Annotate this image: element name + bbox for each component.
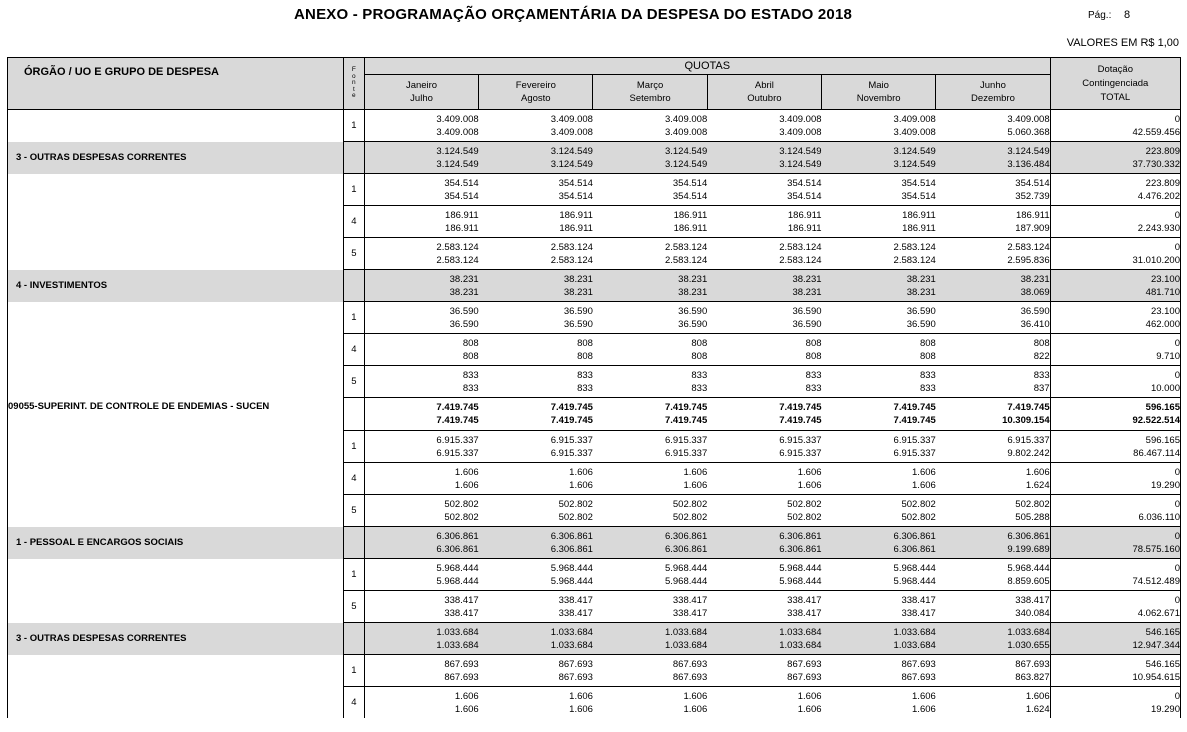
month-value-cell: 38.231 38.231 xyxy=(822,270,936,302)
month-value-cell: 7.419.745 7.419.745 xyxy=(479,398,593,431)
currency-note: VALORES EM R$ 1,00 xyxy=(1066,37,1179,49)
month-value-cell: 867.693 867.693 xyxy=(822,655,936,687)
month-value-cell: 5.968.444 5.968.444 xyxy=(364,559,478,591)
month-value-cell: 1.606 1.606 xyxy=(364,687,478,719)
month-value-cell: 38.231 38.231 xyxy=(593,270,707,302)
month-value-cell: 6.915.337 6.915.337 xyxy=(593,431,707,463)
month-value-cell: 38.231 38.231 xyxy=(707,270,821,302)
month-value-cell: 38.231 38.231 xyxy=(479,270,593,302)
month-value-cell: 808 808 xyxy=(479,334,593,366)
month-value-cell: 1.033.684 1.030.655 xyxy=(936,623,1050,655)
fonte-row xyxy=(8,687,1181,719)
month-value-cell: 1.033.684 1.033.684 xyxy=(593,623,707,655)
month-value-cell: 3.409.008 3.409.008 xyxy=(593,110,707,142)
month-value-cell: 1.606 1.624 xyxy=(936,687,1050,719)
fonte-cell: 1 xyxy=(343,559,364,591)
total-cell: 596.165 86.467.114 xyxy=(1050,431,1180,463)
month-value-cell: 808 808 xyxy=(707,334,821,366)
month-value-cell: 6.306.861 9.199.689 xyxy=(936,527,1050,559)
column-header-quotas: QUOTAS xyxy=(364,58,1050,75)
month-value-cell: 6.306.861 6.306.861 xyxy=(707,527,821,559)
month-value-cell: 3.124.549 3.124.549 xyxy=(479,142,593,174)
fonte-cell: 5 xyxy=(343,495,364,527)
fonte-cell: 1 xyxy=(343,174,364,206)
organ-row xyxy=(8,398,1181,431)
fonte-cell: 4 xyxy=(343,463,364,495)
total-cell: 596.165 92.522.514 xyxy=(1050,398,1180,431)
month-value-cell: 3.409.008 3.409.008 xyxy=(707,110,821,142)
month-value-cell: 186.911 186.911 xyxy=(707,206,821,238)
fonte-row xyxy=(8,302,1181,334)
fonte-cell: 4 xyxy=(343,206,364,238)
month-value-cell: 6.915.337 9.802.242 xyxy=(936,431,1050,463)
month-value-cell: 7.419.745 7.419.745 xyxy=(364,398,478,431)
total-cell: 0 42.559.456 xyxy=(1050,110,1180,142)
group-row xyxy=(8,142,1181,174)
total-cell: 0 31.010.200 xyxy=(1050,238,1180,270)
month-value-cell: 2.583.124 2.583.124 xyxy=(479,238,593,270)
month-value-cell: 3.409.008 3.409.008 xyxy=(822,110,936,142)
total-cell: 223.809 4.476.202 xyxy=(1050,174,1180,206)
row-label: 4 - INVESTIMENTOS xyxy=(8,270,344,302)
month-value-cell: 808 822 xyxy=(936,334,1050,366)
month-value-cell: 1.606 1.606 xyxy=(822,687,936,719)
month-value-cell: 36.590 36.590 xyxy=(707,302,821,334)
month-value-cell: 5.968.444 8.859.605 xyxy=(936,559,1050,591)
month-value-cell: 3.124.549 3.124.549 xyxy=(822,142,936,174)
column-header-month: Janeiro Julho xyxy=(364,75,478,110)
row-label xyxy=(8,110,344,142)
month-value-cell: 338.417 340.084 xyxy=(936,591,1050,623)
column-header-month: Fevereiro Agosto xyxy=(479,75,593,110)
month-value-cell: 502.802 505.288 xyxy=(936,495,1050,527)
row-label xyxy=(8,238,344,270)
month-value-cell: 36.590 36.410 xyxy=(936,302,1050,334)
row-label xyxy=(8,334,344,366)
fonte-row xyxy=(8,110,1181,142)
month-value-cell: 2.583.124 2.583.124 xyxy=(822,238,936,270)
total-cell: 546.165 10.954.615 xyxy=(1050,655,1180,687)
row-label xyxy=(8,559,344,591)
column-header-label: ÓRGÃO / UO E GRUPO DE DESPESA xyxy=(8,58,344,110)
fonte-cell: 1 xyxy=(343,302,364,334)
month-value-cell: 3.124.549 3.124.549 xyxy=(707,142,821,174)
month-value-cell: 1.033.684 1.033.684 xyxy=(479,623,593,655)
month-value-cell: 1.606 1.606 xyxy=(593,687,707,719)
fonte-cell xyxy=(343,623,364,655)
row-label xyxy=(8,591,344,623)
month-value-cell: 354.514 352.739 xyxy=(936,174,1050,206)
fonte-row xyxy=(8,238,1181,270)
month-value-cell: 354.514 354.514 xyxy=(707,174,821,206)
row-label xyxy=(8,463,344,495)
month-value-cell: 1.033.684 1.033.684 xyxy=(822,623,936,655)
page-number: 8 xyxy=(1124,9,1131,21)
total-cell: 0 9.710 xyxy=(1050,334,1180,366)
month-value-cell: 338.417 338.417 xyxy=(822,591,936,623)
month-value-cell: 1.606 1.624 xyxy=(936,463,1050,495)
fonte-cell: 4 xyxy=(343,334,364,366)
month-value-cell: 502.802 502.802 xyxy=(707,495,821,527)
total-cell: 0 19.290 xyxy=(1050,463,1180,495)
month-value-cell: 867.693 867.693 xyxy=(593,655,707,687)
month-value-cell: 7.419.745 7.419.745 xyxy=(822,398,936,431)
row-label xyxy=(8,687,344,719)
column-header-month: Maio Novembro xyxy=(822,75,936,110)
month-value-cell: 186.911 186.911 xyxy=(364,206,478,238)
column-header-month: Junho Dezembro xyxy=(936,75,1050,110)
column-header-month: Abril Outubro xyxy=(707,75,821,110)
month-value-cell: 186.911 186.911 xyxy=(593,206,707,238)
row-label xyxy=(8,174,344,206)
row-label xyxy=(8,206,344,238)
month-value-cell: 502.802 502.802 xyxy=(364,495,478,527)
fonte-row xyxy=(8,655,1181,687)
month-value-cell: 3.124.549 3.124.549 xyxy=(593,142,707,174)
row-label xyxy=(8,366,344,398)
budget-table xyxy=(7,57,1181,718)
month-value-cell: 502.802 502.802 xyxy=(822,495,936,527)
month-value-cell: 5.968.444 5.968.444 xyxy=(822,559,936,591)
month-value-cell: 1.606 1.606 xyxy=(479,463,593,495)
fonte-row xyxy=(8,463,1181,495)
total-cell: 0 19.290 xyxy=(1050,687,1180,719)
total-cell: 0 10.000 xyxy=(1050,366,1180,398)
month-value-cell: 833 833 xyxy=(707,366,821,398)
month-value-cell: 338.417 338.417 xyxy=(479,591,593,623)
month-value-cell: 186.911 186.911 xyxy=(822,206,936,238)
month-value-cell: 502.802 502.802 xyxy=(479,495,593,527)
month-value-cell: 833 833 xyxy=(593,366,707,398)
month-value-cell: 354.514 354.514 xyxy=(364,174,478,206)
month-value-cell: 808 808 xyxy=(822,334,936,366)
month-value-cell: 1.033.684 1.033.684 xyxy=(364,623,478,655)
month-value-cell: 2.583.124 2.583.124 xyxy=(593,238,707,270)
month-value-cell: 36.590 36.590 xyxy=(593,302,707,334)
month-value-cell: 808 808 xyxy=(593,334,707,366)
fonte-cell: 1 xyxy=(343,655,364,687)
group-row xyxy=(8,270,1181,302)
month-value-cell: 1.033.684 1.033.684 xyxy=(707,623,821,655)
fonte-cell: 1 xyxy=(343,431,364,463)
month-value-cell: 5.968.444 5.968.444 xyxy=(707,559,821,591)
month-value-cell: 867.693 867.693 xyxy=(707,655,821,687)
month-value-cell: 3.409.008 3.409.008 xyxy=(364,110,478,142)
month-value-cell: 1.606 1.606 xyxy=(707,687,821,719)
month-value-cell: 6.306.861 6.306.861 xyxy=(593,527,707,559)
month-value-cell: 833 833 xyxy=(822,366,936,398)
month-value-cell: 833 833 xyxy=(479,366,593,398)
fonte-row xyxy=(8,174,1181,206)
fonte-row xyxy=(8,334,1181,366)
fonte-row xyxy=(8,591,1181,623)
month-value-cell: 833 833 xyxy=(364,366,478,398)
month-value-cell: 833 837 xyxy=(936,366,1050,398)
column-header-total: Dotação Contingenciada TOTAL xyxy=(1050,58,1180,110)
fonte-cell: 4 xyxy=(343,687,364,719)
group-row xyxy=(8,623,1181,655)
month-value-cell: 5.968.444 5.968.444 xyxy=(479,559,593,591)
row-label xyxy=(8,431,344,463)
month-value-cell: 36.590 36.590 xyxy=(364,302,478,334)
month-value-cell: 7.419.745 10.309.154 xyxy=(936,398,1050,431)
month-value-cell: 6.306.861 6.306.861 xyxy=(822,527,936,559)
month-value-cell: 808 808 xyxy=(364,334,478,366)
month-value-cell: 1.606 1.606 xyxy=(364,463,478,495)
fonte-row xyxy=(8,366,1181,398)
month-value-cell: 867.693 867.693 xyxy=(479,655,593,687)
month-value-cell: 36.590 36.590 xyxy=(822,302,936,334)
month-value-cell: 3.124.549 3.136.484 xyxy=(936,142,1050,174)
total-cell: 0 74.512.489 xyxy=(1050,559,1180,591)
page-label: Pág.: xyxy=(1088,10,1112,21)
row-label: 09055-SUPERINT. DE CONTROLE DE ENDEMIAS - SUCEN xyxy=(8,398,344,431)
month-value-cell: 2.583.124 2.583.124 xyxy=(707,238,821,270)
total-cell: 23.100 462.000 xyxy=(1050,302,1180,334)
month-value-cell: 36.590 36.590 xyxy=(479,302,593,334)
month-value-cell: 186.911 187.909 xyxy=(936,206,1050,238)
month-value-cell: 867.693 867.693 xyxy=(364,655,478,687)
total-cell: 0 78.575.160 xyxy=(1050,527,1180,559)
total-cell: 0 2.243.930 xyxy=(1050,206,1180,238)
month-value-cell: 354.514 354.514 xyxy=(479,174,593,206)
total-cell: 0 6.036.110 xyxy=(1050,495,1180,527)
month-value-cell: 338.417 338.417 xyxy=(364,591,478,623)
month-value-cell: 1.606 1.606 xyxy=(707,463,821,495)
month-value-cell: 6.915.337 6.915.337 xyxy=(479,431,593,463)
month-value-cell: 1.606 1.606 xyxy=(479,687,593,719)
month-value-cell: 3.409.008 3.409.008 xyxy=(479,110,593,142)
column-header-fonte: F o n t e xyxy=(343,58,364,110)
month-value-cell: 6.915.337 6.915.337 xyxy=(822,431,936,463)
fonte-row xyxy=(8,559,1181,591)
month-value-cell: 6.915.337 6.915.337 xyxy=(364,431,478,463)
month-value-cell: 1.606 1.606 xyxy=(822,463,936,495)
total-cell: 23.100 481.710 xyxy=(1050,270,1180,302)
month-value-cell: 1.606 1.606 xyxy=(593,463,707,495)
fonte-row xyxy=(8,431,1181,463)
total-cell: 0 4.062.671 xyxy=(1050,591,1180,623)
group-row xyxy=(8,527,1181,559)
month-value-cell: 867.693 863.827 xyxy=(936,655,1050,687)
month-value-cell: 6.306.861 6.306.861 xyxy=(364,527,478,559)
month-value-cell: 354.514 354.514 xyxy=(822,174,936,206)
month-value-cell: 5.968.444 5.968.444 xyxy=(593,559,707,591)
row-label xyxy=(8,302,344,334)
fonte-row xyxy=(8,495,1181,527)
row-label xyxy=(8,495,344,527)
fonte-row xyxy=(8,206,1181,238)
month-value-cell: 38.231 38.231 xyxy=(364,270,478,302)
month-value-cell: 3.409.008 5.060.368 xyxy=(936,110,1050,142)
total-cell: 546.165 12.947.344 xyxy=(1050,623,1180,655)
fonte-cell: 1 xyxy=(343,110,364,142)
month-value-cell: 3.124.549 3.124.549 xyxy=(364,142,478,174)
month-value-cell: 186.911 186.911 xyxy=(479,206,593,238)
row-label: 3 - OUTRAS DESPESAS CORRENTES xyxy=(8,142,344,174)
month-value-cell: 2.583.124 2.583.124 xyxy=(364,238,478,270)
month-value-cell: 7.419.745 7.419.745 xyxy=(593,398,707,431)
month-value-cell: 6.306.861 6.306.861 xyxy=(479,527,593,559)
row-label: 1 - PESSOAL E ENCARGOS SOCIAIS xyxy=(8,527,344,559)
month-value-cell: 502.802 502.802 xyxy=(593,495,707,527)
fonte-cell xyxy=(343,398,364,431)
fonte-cell xyxy=(343,527,364,559)
fonte-cell xyxy=(343,142,364,174)
month-value-cell: 338.417 338.417 xyxy=(593,591,707,623)
month-value-cell: 354.514 354.514 xyxy=(593,174,707,206)
fonte-cell: 5 xyxy=(343,591,364,623)
report-title: ANEXO - PROGRAMAÇÃO ORÇAMENTÁRIA DA DESPESA DO ESTADO 2018 xyxy=(294,6,853,23)
month-value-cell: 2.583.124 2.595.836 xyxy=(936,238,1050,270)
month-value-cell: 7.419.745 7.419.745 xyxy=(707,398,821,431)
fonte-cell xyxy=(343,270,364,302)
column-header-month: Março Setembro xyxy=(593,75,707,110)
fonte-cell: 5 xyxy=(343,366,364,398)
fonte-cell: 5 xyxy=(343,238,364,270)
row-label: 3 - OUTRAS DESPESAS CORRENTES xyxy=(8,623,344,655)
month-value-cell: 38.231 38.069 xyxy=(936,270,1050,302)
month-value-cell: 6.915.337 6.915.337 xyxy=(707,431,821,463)
total-cell: 223.809 37.730.332 xyxy=(1050,142,1180,174)
month-value-cell: 338.417 338.417 xyxy=(707,591,821,623)
row-label xyxy=(8,655,344,687)
